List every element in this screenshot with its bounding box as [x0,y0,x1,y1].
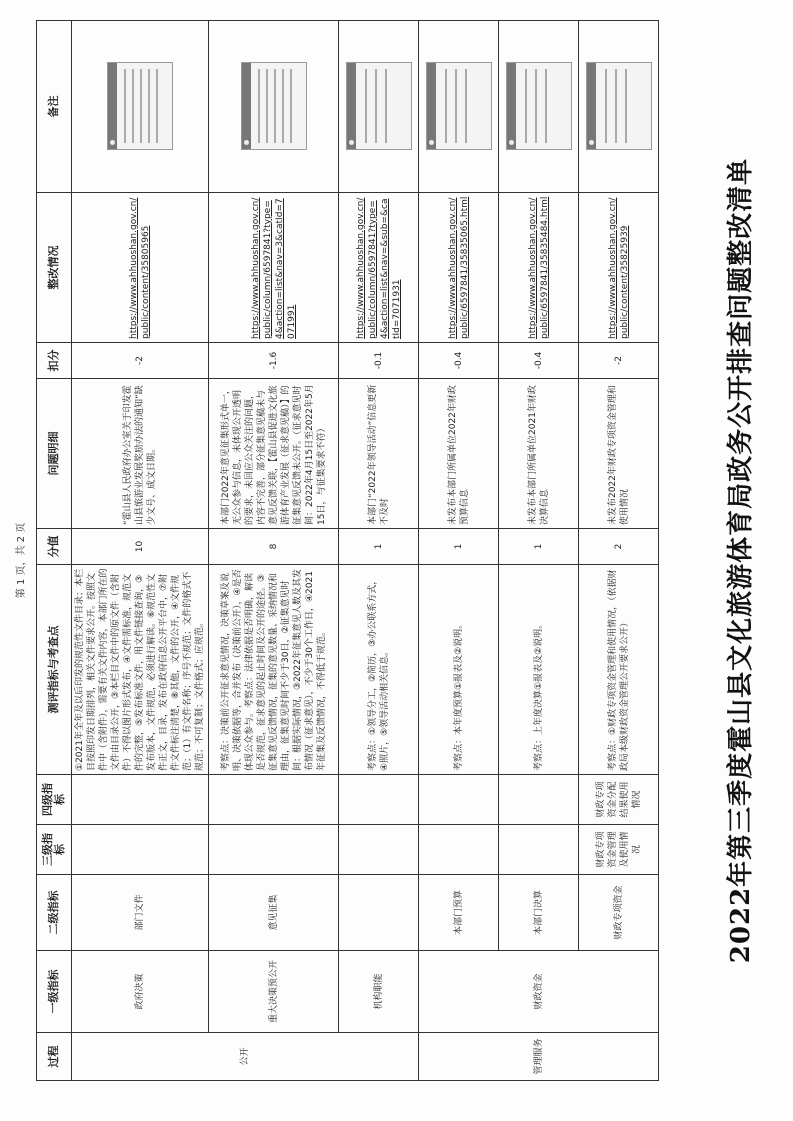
criteria-cell: 考察点：决策前公开征求意见情况，决策草案及说明、决策依据等，合并发布（决策前公开），④是否体现公众参与。考察点：法律依据是否明确，解读是否规范，征求意见的起止时间及公开的途径。③征集意见反馈情况，征集的意见数量、采纳情况和理由，征集意见时间不少于30日，②征集意见时间：根据实际情况，③2022年征集意见人数及其发布情况（征求意见），不少于30个工作日，④2021年征集及反馈情况，不得低于规范。 [209,565,339,775]
score-cell: 1 [419,529,499,565]
level1-cell: 政府决策 [72,951,209,1033]
deduct-cell: -0.4 [499,343,579,379]
level3-cell [209,825,339,875]
table-row [209,21,339,1081]
score-cell: 2 [579,529,659,565]
issue-cell: “霍山县人民政府办公室关于印发霍山县旅游业发展奖励办法的通知”缺少文号、成文日期。 [72,379,209,529]
screenshot-thumbnail [346,63,412,151]
process-cell-disclosure: 公开 [72,1033,419,1081]
note-cell [419,21,499,193]
screenshot-thumbnail [426,63,492,151]
score-cell: 8 [209,529,339,565]
criteria-cell: ①2021年全年及以后印发的规范性文件目录；本栏目按照印发日期排列，相关文件要求公开。按照文件中（含附件），需要有关文件内容，本部门所在的文件由目录公开，③本栏目文件中的原文件（含附件）不得以图片形式发布，④文件需标准，规范文件的完整，⑤发布标准文件，用文件链接查询，③发布版本，文件规范，必须进行解读。⑥规范性文件正文，目录，发布在政府信息公开平台中，⑦附件文件标注清楚，⑧其他，文件的公开，④文件规范；（1）有文件名称；序号不规范；文件的格式不规范；不可复制；文件格式；应规范。 [72,565,209,775]
deduct-cell: -2 [579,343,659,379]
issue-cell: 未发布本部门所属单位2022年财政预算信息 [419,379,499,529]
fix-link[interactable]: https://www.ahhuoshan.gov.cn/public/6597841/35835065.html [419,193,499,343]
level3-cell: 财政专项资金管理及使用情况 [579,825,659,875]
criteria-cell: 考察点：①财政专项资金管理和使用情况，（依据财政局本级财政资金管理公开要求公开） [579,565,659,775]
level3-cell [339,825,419,875]
criteria-cell: 考察点：上年度决算①报表及②说明。 [499,565,579,775]
level3-cell [72,825,209,875]
table-row [499,21,579,1081]
fix-link[interactable]: https://www.ahhuoshan.gov.cn/public/column/6597841?type=4&action=list&nav=3&catId=7071991 [209,193,339,343]
deduct-cell: -2 [72,343,209,379]
header-process: 过程 [37,1033,72,1081]
level2-cell: 本部门决算 [499,875,579,951]
screenshot-thumbnail [586,63,652,151]
score-cell: 10 [72,529,209,565]
issue-cell: 本部门2022年意见征集形式单一，无公众参与信息，未体现公开透明的要求，未回应公众关注的问题，内容不完善，部分征集意见稿未与意见反馈关联，【霍山县促进文化旅游体育产业发展（征求意见稿）】的征集意见反馈未公开。（征求意见时间：2022年4月15日至2022年5月15日，与征集要求不符） [209,379,339,529]
header-level4: 四级指标 [37,775,72,825]
criteria-cell: 考察点：①领导分工，②简历，③办公联系方式，④照片，⑤领导活动相关信息。 [339,565,419,775]
level1-cell: 财政资金 [419,951,659,1033]
table-row [339,21,419,1081]
header-score: 分值 [37,529,72,565]
header-level1: 一级指标 [37,951,72,1033]
level2-cell: 意见征集 [209,875,339,951]
score-cell: 1 [499,529,579,565]
table-row [419,21,499,1081]
deduct-cell: -1.6 [209,343,339,379]
level4-cell [209,775,339,825]
deduct-cell: -0.4 [419,343,499,379]
note-cell [72,21,209,193]
level4-cell: 财政专项资金分配结果使用情况 [579,775,659,825]
level2-cell [339,875,419,951]
deduct-cell: -0.1 [339,343,419,379]
header-level2: 二级指标 [37,875,72,951]
level2-cell: 本部门预算 [419,875,499,951]
screenshot-thumbnail [506,63,572,151]
issue-cell: 本部门“2022年领导活动”信息更新不及时 [339,379,419,529]
level4-cell [339,775,419,825]
note-cell [499,21,579,193]
level4-cell [499,775,579,825]
header-issue: 问题明细 [37,379,72,529]
level1-cell: 机构职能 [339,951,419,1033]
header-level3: 三级指标 [37,825,72,875]
level4-cell [419,775,499,825]
fix-link[interactable]: https://www.ahhuoshan.gov.cn/public/content/35825939 [579,193,659,343]
table-row [72,21,209,1081]
document-title: 2022年第三季度霍山县文化旅游体育局政务公开排查问题整改清单 [726,157,756,964]
note-cell [579,21,659,193]
fix-link[interactable]: https://www.ahhuoshan.gov.cn/public/content/35805965 [72,193,209,343]
screenshot-thumbnail [241,63,307,151]
issue-cell: 未发布本部门所属单位2021年财政决算信息 [499,379,579,529]
header-note: 备注 [37,21,72,193]
header-deduct: 扣分 [37,343,72,379]
level3-cell [419,825,499,875]
page-footer: 第 1 页，共 2 页 [16,522,27,599]
criteria-cell: 考察点：本年度预算①报表及②说明。 [419,565,499,775]
level3-cell [499,825,579,875]
table-row [579,21,659,1081]
header-fix: 整改情况 [37,193,72,343]
fix-link[interactable]: https://www.ahhuoshan.gov.cn/public/6597841/35835484.html [499,193,579,343]
score-cell: 1 [339,529,419,565]
header-criteria: 测评指标与考查点 [37,565,72,775]
process-cell-management: 管理服务 [419,1033,659,1081]
table-header-row [37,21,72,1081]
issue-cell: 未发布2022年财政专项资金管理和使用情况 [579,379,659,529]
fix-link[interactable]: https://www.ahhuoshan.gov.cn/public/column/6597841?type=4&action=list&nav=&sub=&catId=7071931 [339,193,419,343]
note-cell [209,21,339,193]
level1-cell: 重大决策预公开 [209,951,339,1033]
note-cell [339,21,419,193]
level2-cell: 财政专项资金 [579,875,659,951]
level2-cell: 部门文件 [72,875,209,951]
level4-cell [72,775,209,825]
rectification-table [36,20,659,1081]
screenshot-thumbnail [107,63,173,151]
